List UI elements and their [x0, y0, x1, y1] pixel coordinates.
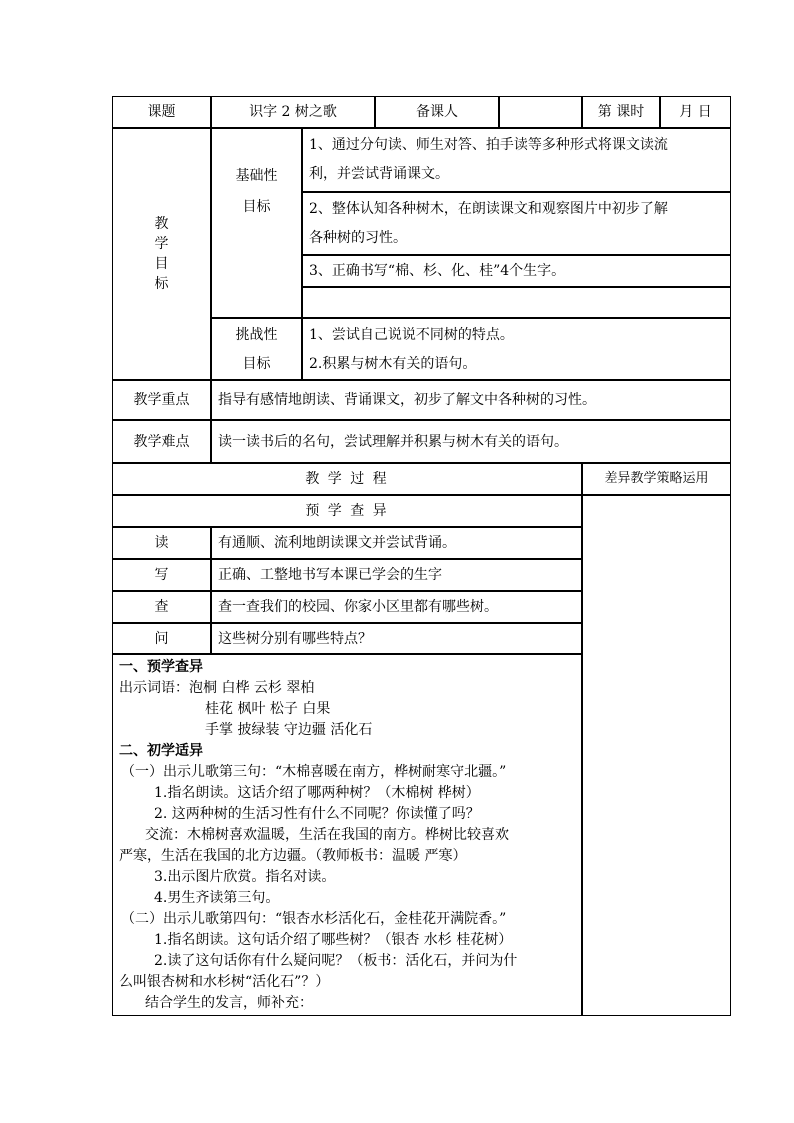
challenge-goals: 1、尝试自己说说不同树的特点。 2.积累与树木有关的语句。 — [302, 318, 731, 380]
section-heading: 一、预学查异 — [119, 659, 203, 675]
basic-goal-2: 2、整体认知各种树木，在朗读课文和观察图片中初步了解 各种树的习性。 — [302, 192, 731, 255]
strategy-column — [582, 495, 731, 1016]
prestudy-label-check: 查 — [112, 591, 211, 623]
prestudy-value-write: 正确、工整地书写本课已学会的生字 — [211, 559, 582, 591]
basic-goal-3: 3、正确书写“棉、杉、化、桂”4个生字。 — [302, 255, 731, 287]
text-line: 出示词语：泡桐 白桦 云杉 翠柏 — [119, 680, 315, 696]
preparer-value — [499, 96, 582, 128]
text-line: 2.读了这句话你有什么疑问呢？（板书：活化石，并问为什 — [154, 953, 518, 969]
challenge-goals-label: 挑战性 目标 — [211, 318, 302, 380]
prestudy-value-check: 查一查我们的校园、你家小区里都有哪些树。 — [211, 591, 582, 623]
text-line: 结合学生的发言，师补充： — [145, 995, 313, 1011]
text-line: 1.指名朗读。这话介绍了哪两种树？（木棉树 桦树） — [154, 785, 480, 801]
basic-goal-1: 1、通过分句读、师生对答、拍手读等多种形式将课文读流 利，并尝试背诵课文。 — [302, 128, 731, 192]
prestudy-value-ask: 这些树分别有哪些特点？ — [211, 623, 582, 654]
text-line: （二）出示儿歌第四句：“银杏水杉活化石，金桂花开满院香。” — [121, 911, 507, 927]
text-line: （一）出示儿歌第三句：“木棉喜暖在南方，桦树耐寒守北疆。” — [121, 764, 507, 780]
prestudy-label-read: 读 — [112, 527, 211, 559]
text-line: 严寒，生活在我国的北方边疆。（教师板书：温暖 严寒） — [119, 848, 467, 864]
text-line: 1.指名朗读。这句话介绍了哪些树？（银杏 水杉 桂花树） — [154, 932, 513, 948]
key-point-label: 教学重点 — [112, 380, 211, 420]
topic-value: 识字 2 树之歌 — [211, 96, 375, 128]
topic-label: 课题 — [112, 96, 211, 128]
strategy-title: 差异教学策略运用 — [582, 463, 731, 495]
prestudy-title: 预 学 查 异 — [112, 495, 582, 527]
process-body — [112, 654, 582, 1016]
text-line: 2. 这两种树的生活习性有什么不同呢？你读懂了吗？ — [154, 806, 480, 822]
text-line: 么叫银杏树和水杉树“活化石”？） — [119, 974, 330, 990]
section-heading: 二、初学适异 — [119, 743, 203, 759]
difficulty-label: 教学难点 — [112, 420, 211, 463]
date-label: 月 日 — [660, 96, 731, 128]
key-point-value: 指导有感情地朗读、背诵课文，初步了解文中各种树的习性。 — [211, 380, 731, 420]
preparer-label: 备课人 — [375, 96, 499, 128]
prestudy-value-read: 有通顺、流利地朗读课文并尝试背诵。 — [211, 527, 582, 559]
basic-goal-4 — [302, 287, 731, 318]
text-line: 手掌 披绿装 守边疆 活化石 — [205, 722, 373, 738]
text-line: 4.男生齐读第三句。 — [154, 890, 280, 906]
goals-section-label: 教 学 目 标 — [112, 128, 211, 380]
basic-goals-label: 基础性 目标 — [211, 128, 302, 318]
text-line: 桂花 枫叶 松子 白果 — [205, 701, 331, 717]
prestudy-label-ask: 问 — [112, 623, 211, 654]
text-line: 3.出示图片欣赏。指名对读。 — [154, 869, 336, 885]
period-label: 第 课时 — [582, 96, 660, 128]
text-line: 交流：木棉树喜欢温暖，生活在我国的南方。桦树比较喜欢 — [145, 827, 509, 843]
process-title: 教 学 过 程 — [112, 463, 582, 495]
difficulty-value: 读一读书后的名句，尝试理解并积累与树木有关的语句。 — [211, 420, 731, 463]
prestudy-label-write: 写 — [112, 559, 211, 591]
